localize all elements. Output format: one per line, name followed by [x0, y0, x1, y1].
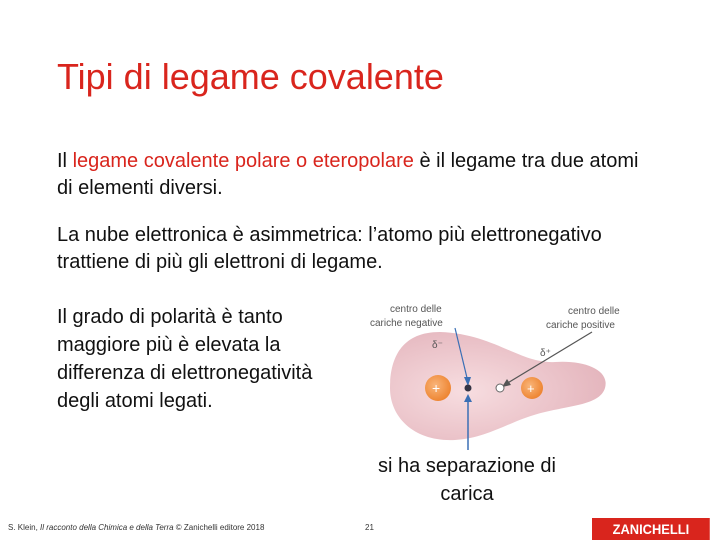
paragraph-definition — [57, 148, 657, 202]
publisher-logo: ZANICHELLI — [592, 518, 710, 540]
definition-suffix: è il legame tra due atomi di elementi diversi. — [57, 150, 639, 199]
label-negative-center-line1: centro delle — [390, 304, 442, 315]
label-positive-center-line2: cariche positive — [546, 320, 615, 331]
nucleus-left-plus: + — [432, 380, 441, 396]
delta-minus-symbol: δ⁻ — [432, 340, 443, 351]
slide-title: Tipi di legame covalente — [57, 56, 444, 97]
page-number: 21 — [365, 523, 374, 532]
definition-highlight: legame covalente polare o eteropolare — [72, 150, 414, 172]
negative-center-dot — [465, 385, 472, 392]
paragraph-polarity: Il grado di polarità è tanto maggiore più è elevata la differenza di elettronegatività degli atomi legati. — [57, 306, 313, 412]
label-negative-center-line2: cariche negative — [370, 318, 443, 329]
footer-author: S. Klein, — [8, 523, 41, 532]
footer-citation — [8, 523, 264, 532]
footer-publisher: © Zanichelli editore 2018 — [173, 523, 265, 532]
paragraph-asymmetry: La nube elettronica è asimmetrica: l’atomo più elettronegativo trattiene di più gli elettroni di legame. — [57, 224, 602, 273]
label-positive-center-line1: centro delle — [568, 306, 620, 317]
polar-bond-diagram — [360, 300, 640, 450]
footer-book-title: Il racconto della Chimica e della Terra — [40, 523, 174, 532]
separation-caption: si ha separazione di carica — [378, 455, 556, 505]
nucleus-right-plus: + — [527, 381, 535, 396]
delta-plus-symbol: δ⁺ — [540, 348, 551, 359]
positive-center-dot — [496, 384, 504, 392]
definition-prefix: Il — [57, 150, 73, 172]
